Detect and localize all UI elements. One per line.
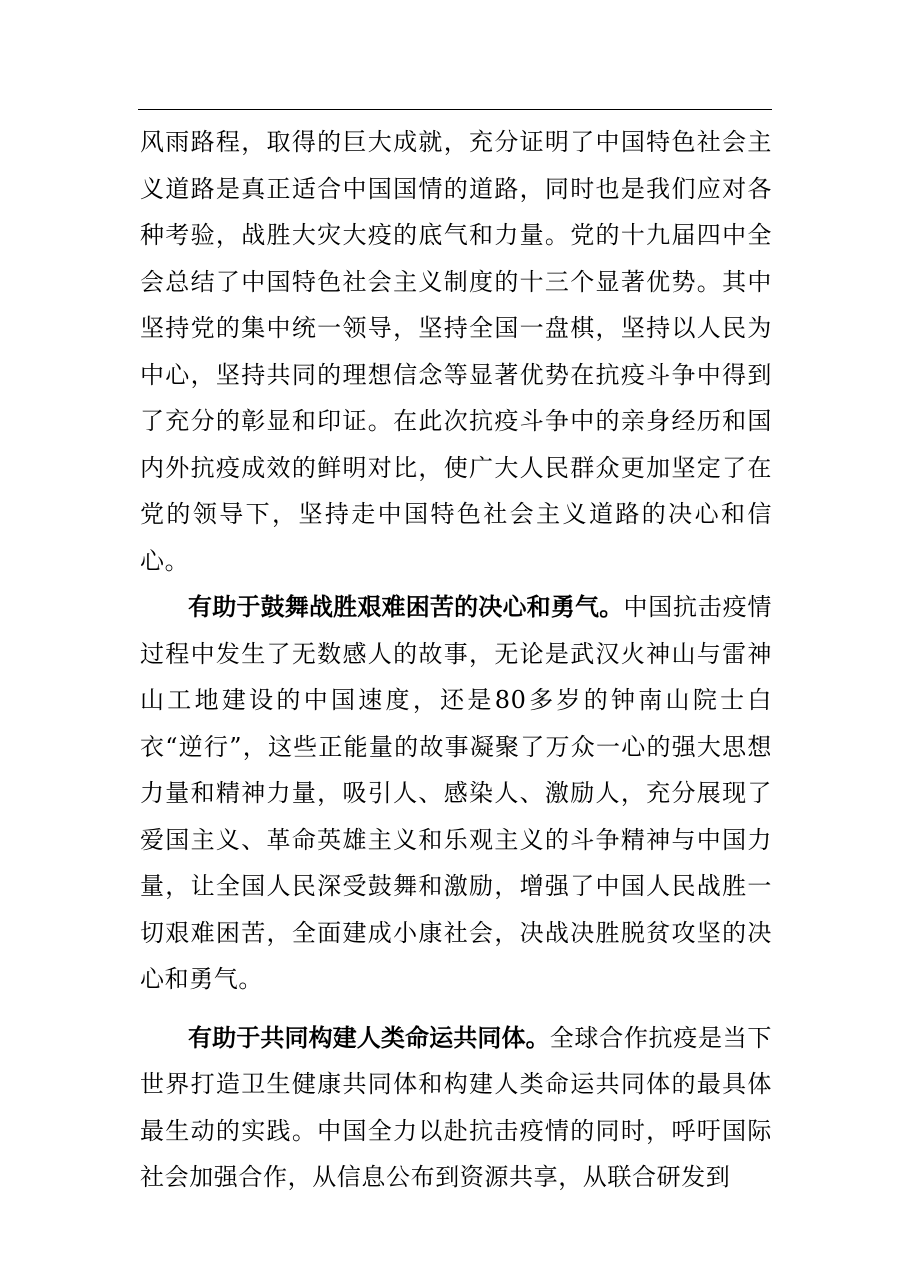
paragraph-lead-heading: 有助于鼓舞战胜艰难困苦的决心和勇气。 — [188, 593, 624, 621]
paragraph-community — [140, 1015, 772, 1201]
header-rule — [138, 109, 772, 110]
paragraph-continuation — [140, 119, 772, 584]
paragraph-text: 全球合作抗疫是当下世界打造卫生健康共同体和构建人类命运共同体的最具体最生动的实践。中国全力以赴抗击疫情的同时，呼吁国际社会加强合作，从信息公布到资源共享，从联合研发到 — [140, 1023, 773, 1191]
paragraph-courage — [140, 584, 772, 1003]
paragraph-text: 风雨路程，取得的巨大成就，充分证明了中国特色社会主义道路是真正适合中国国情的道路，同时也是我们应对各种考验，战胜大灾大疫的底气和力量。党的十九届四中全会总结了中国特色社会主义制度的十三个显著优势。其中坚持党的集中统一领导，坚持全国一盘棋，坚持以人民为中心，坚持共同的理想信念等显著优势在抗疫斗争中得到了充分的彰显和印证。在此次抗疫斗争中的亲身经历和国内外抗疫成效的鲜明对比，使广大人民群众更加坚定了在党的领导下，坚持走中国特色社会主义道路的决心和信心。 — [140, 128, 772, 575]
paragraph-lead-heading: 有助于共同构建人类命运共同体。 — [188, 1023, 550, 1052]
paragraph-text: 中国抗击疫情过程中发生了无数感人的故事，无论是武汉火神山与雷神山工地建设的中国速度，还是80多岁的钟南山院士白衣“逆行”，这些正能量的故事凝聚了万众一心的强大思想力量和精神力量，吸引人、感染人、激励人，充分展现了爱国主义、革命英雄主义和乐观主义的斗争精神与中国力量，让全国人民深受鼓舞和激励，增强了中国人民战胜一切艰难困苦，全面建成小康社会，决战决胜脱贫攻坚的决心和勇气。 — [140, 593, 772, 993]
body-text — [140, 119, 772, 1201]
